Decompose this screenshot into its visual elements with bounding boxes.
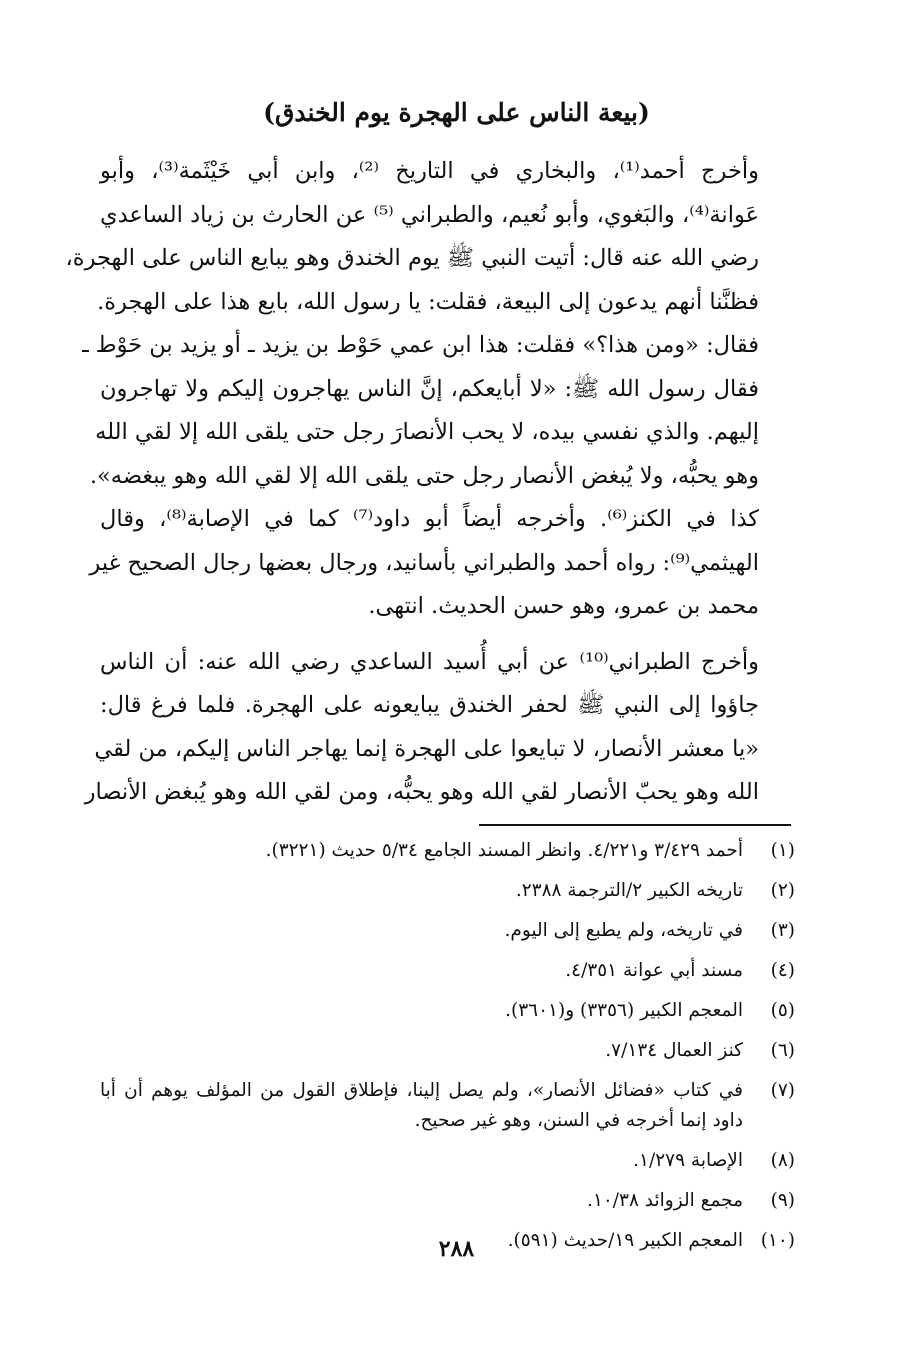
footnote-text: تاريخه الكبير ٢/الترجمة ٢٣٨٨. xyxy=(515,880,743,901)
text-line: عَوانة⁽⁴⁾، والبَغوي، وأبو نُعيم، والطبراني ⁽⁵⁾ عن الحارث بن زياد الساعدي xyxy=(100,201,759,228)
page-number: ٢٨٨ xyxy=(438,1236,475,1262)
text-line: الله وهو يحبّ الأنصار لقي الله وهو يحبُّه، ومن لقي الله وهو يُبغض الأنصار xyxy=(84,779,759,805)
footnote-number: (٦) xyxy=(770,1040,795,1061)
footnote-separator xyxy=(479,824,791,826)
text-line: إليهم. والذي نفسي بيده، لا يحب الأنصارَ رجل حتى يلقى الله إلا لقي الله xyxy=(95,419,759,445)
body-text xyxy=(65,150,795,815)
text-line: محمد بن عمرو، وهو حسن الحديث. انتهى. xyxy=(368,593,759,619)
footnote-item xyxy=(100,836,795,866)
footnote-text: في تاريخه، ولم يطبع إلى اليوم. xyxy=(504,920,743,941)
footnote-item xyxy=(100,876,795,906)
footnote-text: مجمع الزوائد ١٠/٣٨. xyxy=(587,1190,743,1211)
text-line: فقال: «ومن هذا؟» فقلت: هذا ابن عمي حَوْط بن يزيد ـ أو يزيد بن حَوْط ـ xyxy=(82,332,759,358)
footnote-item xyxy=(100,1146,795,1176)
footnote-text: الإصابة ١/٢٧٩. xyxy=(633,1150,743,1171)
footnote-text: مسند أبي عوانة ٤/٣٥١. xyxy=(565,960,743,981)
text-line: وهو يحبُّه، ولا يُبغض الأنصار رجل حتى يلقى الله إلا لقي الله وهو يبغضه». xyxy=(89,462,759,489)
footnote-number: (١) xyxy=(770,840,795,861)
text-line: فظنَّنا أنهم يدعون إلى البيعة، فقلت: يا رسول الله، بايع هذا على الهجرة. xyxy=(97,288,759,315)
footnote-item xyxy=(100,1076,795,1136)
footnote-number: (١٠) xyxy=(760,1230,795,1251)
footnote-number: (٤) xyxy=(770,960,795,981)
footnote-text: المعجم الكبير ١٩/حديث (٥٩١). xyxy=(507,1230,743,1251)
paragraph-1 xyxy=(65,150,795,629)
footnote-text: كنز العمال ٧/١٣٤. xyxy=(605,1040,743,1061)
text-line: الهيثمي⁽⁹⁾: رواه أحمد والطبراني بأسانيد، ورجال بعضها رجال الصحيح غير xyxy=(89,549,759,576)
text-line: رضي الله عنه قال: أتيت النبي ﷺ يوم الخندق وهو يبايع الناس على الهجرة، xyxy=(65,245,759,271)
footnotes xyxy=(100,836,795,1266)
text-line: «يا معشر الأنصار، لا تبايعوا على الهجرة إنما يهاجر الناس إليكم، من لقي xyxy=(94,735,759,762)
footnote-item xyxy=(100,916,795,946)
paragraph-2 xyxy=(84,641,795,815)
text-line: وأخرج الطبراني⁽¹⁰⁾ عن أبي أُسيد الساعدي رضي الله عنه: أن الناس xyxy=(100,648,759,675)
footnote-text: أحمد ٣/٤٢٩ و٤/٢٢١. وانظر المسند الجامع ٥/٣٤ حديث (٣٢٢١). xyxy=(265,840,743,861)
footnote-number: (٥) xyxy=(770,1000,795,1021)
footnote-text: في كتاب «فضائل الأنصار»، ولم يصل إلينا، فإطلاق القول من المؤلف يوهم أن أبا داود إنما أخرجه في السنن، وهو غير صحيح. xyxy=(100,1080,743,1131)
footnote-number: (٨) xyxy=(770,1150,795,1171)
footnote-number: (٧) xyxy=(770,1080,795,1101)
footnote-item xyxy=(100,956,795,986)
footnote-item xyxy=(100,1036,795,1066)
footnote-number: (٢) xyxy=(770,880,795,901)
text-line: فقال رسول الله ﷺ: «لا أبايعكم، إنَّ الناس يهاجرون إليكم ولا تهاجرون xyxy=(100,375,759,402)
footnote-number: (٩) xyxy=(770,1190,795,1211)
footnote-text: المعجم الكبير (٣٣٥٦) و(٣٦٠١). xyxy=(505,1000,743,1021)
text-line: وأخرج أحمد⁽¹⁾، والبخاري في التاريخ ⁽²⁾، وابن أبي خَيْثَمة⁽³⁾، وأبو xyxy=(100,158,759,184)
footnote-item xyxy=(100,1186,795,1216)
footnote-item xyxy=(100,996,795,1026)
footnote-number: (٣) xyxy=(770,920,795,941)
text-line: جاؤوا إلى النبي ﷺ لحفر الخندق يبايعونه على الهجرة. فلما فرغ قال: xyxy=(100,692,759,718)
text-line: كذا في الكنز⁽⁶⁾. وأخرجه أيضاً أبو داود⁽⁷⁾ كما في الإصابة⁽⁸⁾، وقال xyxy=(100,506,760,532)
section-title: (بيعة الناس على الهجرة يوم الخندق) xyxy=(263,98,650,127)
